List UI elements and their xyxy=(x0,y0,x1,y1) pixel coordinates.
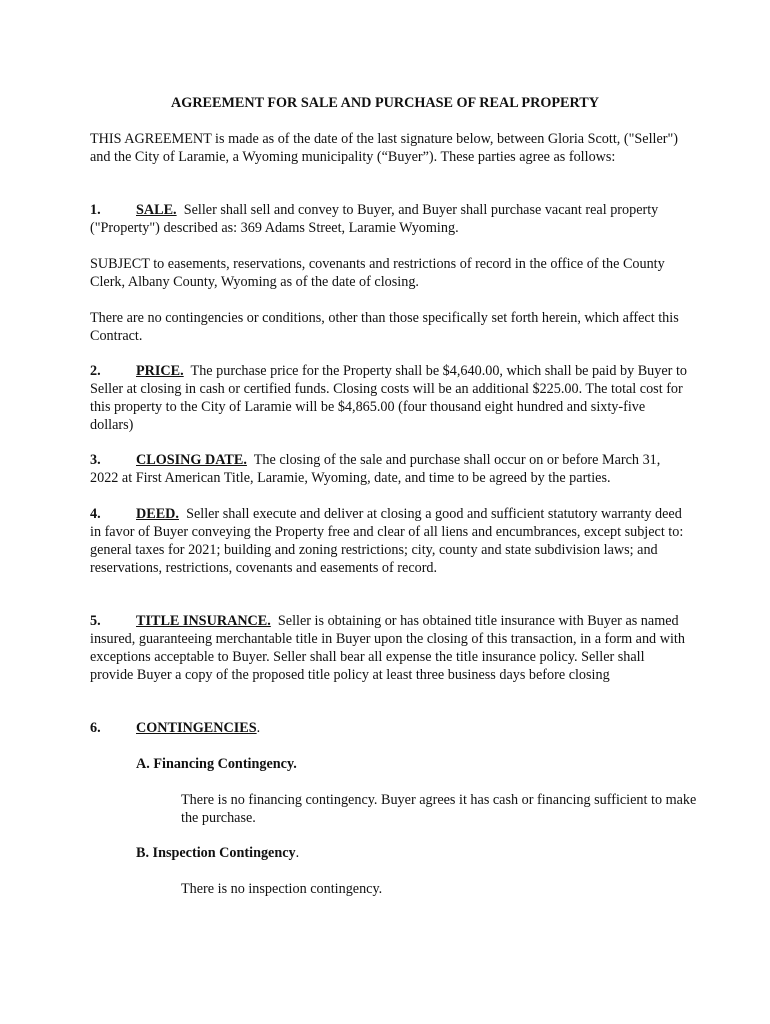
section-contingencies xyxy=(90,719,690,737)
section-closing-date xyxy=(90,451,690,487)
section-deed xyxy=(90,505,690,577)
section-heading: CONTINGENCIES xyxy=(136,720,257,736)
section-heading: DEED. xyxy=(136,506,179,522)
financing-contingency-heading: A. Financing Contingency. xyxy=(136,756,297,772)
section-text: Seller shall sell and convey to Buyer, and Buyer shall purchase vacant real property ("Property") described as: 369 Adams Street, Laramie Wyoming. xyxy=(90,202,659,236)
section-price xyxy=(90,362,690,434)
inspection-heading-text: B. Inspection Contingency xyxy=(136,845,296,861)
section-number: 4. xyxy=(90,506,101,522)
subject-paragraph: SUBJECT to easements, reservations, covenants and restrictions of record in the office of the County Clerk, Albany County, Wyoming as of the date of closing. xyxy=(90,256,665,290)
section-text: Seller is obtaining or has obtained title insurance with Buyer as named insured, guaranteeing merchantable title in Buyer upon the closing of this transaction, in a form and with exceptions acceptable to Buyer. Seller shall bear all expense the title insurance policy. Seller shall provide Buyer a copy of the proposed title policy at least three business days before closing xyxy=(90,613,685,683)
section-heading: CLOSING DATE. xyxy=(136,452,247,468)
financing-contingency-text: There is no financing contingency. Buyer agrees it has cash or financing sufficient to make the purchase. xyxy=(181,792,697,826)
inspection-contingency-heading xyxy=(136,844,696,862)
section-sale xyxy=(90,201,690,237)
document-title: AGREEMENT FOR SALE AND PURCHASE OF REAL PROPERTY xyxy=(171,95,599,111)
section-text: The purchase price for the Property shall be $4,640.00, which shall be paid by Buyer to Seller at closing in cash or certified funds. Closing costs will be an additional $225.00. The total cost for this property to the City of Laramie will be $4,865.00 (four thousand eight hundred and sixty-five dollars) xyxy=(90,363,687,433)
section-number: 2. xyxy=(90,363,101,379)
no-contingencies-paragraph: There are no contingencies or conditions, other than those specifically set forth herein, which affect this Contract. xyxy=(90,310,679,344)
inspection-heading-period: . xyxy=(295,845,300,861)
section-number: 6. xyxy=(90,720,101,736)
inspection-contingency-text: There is no inspection contingency. xyxy=(181,881,383,897)
section-heading: TITLE INSURANCE. xyxy=(136,613,271,629)
section-number: 1. xyxy=(90,202,101,218)
section-heading: SALE. xyxy=(136,202,177,218)
section-title-insurance xyxy=(90,612,690,684)
section-number: 3. xyxy=(90,452,101,468)
section-text: The closing of the sale and purchase shall occur on or before March 31, 2022 at First American Title, Laramie, Wyoming, date, and time to be agreed by the parties. xyxy=(90,452,661,486)
section-heading-period: . xyxy=(256,720,261,736)
intro-paragraph: THIS AGREEMENT is made as of the date of the last signature below, between Gloria Scott, ("Seller") and the City of Laramie, a Wyoming municipality (“Buyer”). These parties agree as follows: xyxy=(90,131,679,165)
section-text: Seller shall execute and deliver at closing a good and sufficient statutory warranty deed in favor of Buyer conveying the Property free and clear of all liens and encumbrances, except subject to: general taxes for 2021; building and zoning restrictions; city, county and state subdivision laws; and reservations, restrictions, covenants and easements of record. xyxy=(90,506,684,576)
section-number: 5. xyxy=(90,613,101,629)
section-heading: PRICE. xyxy=(136,363,184,379)
